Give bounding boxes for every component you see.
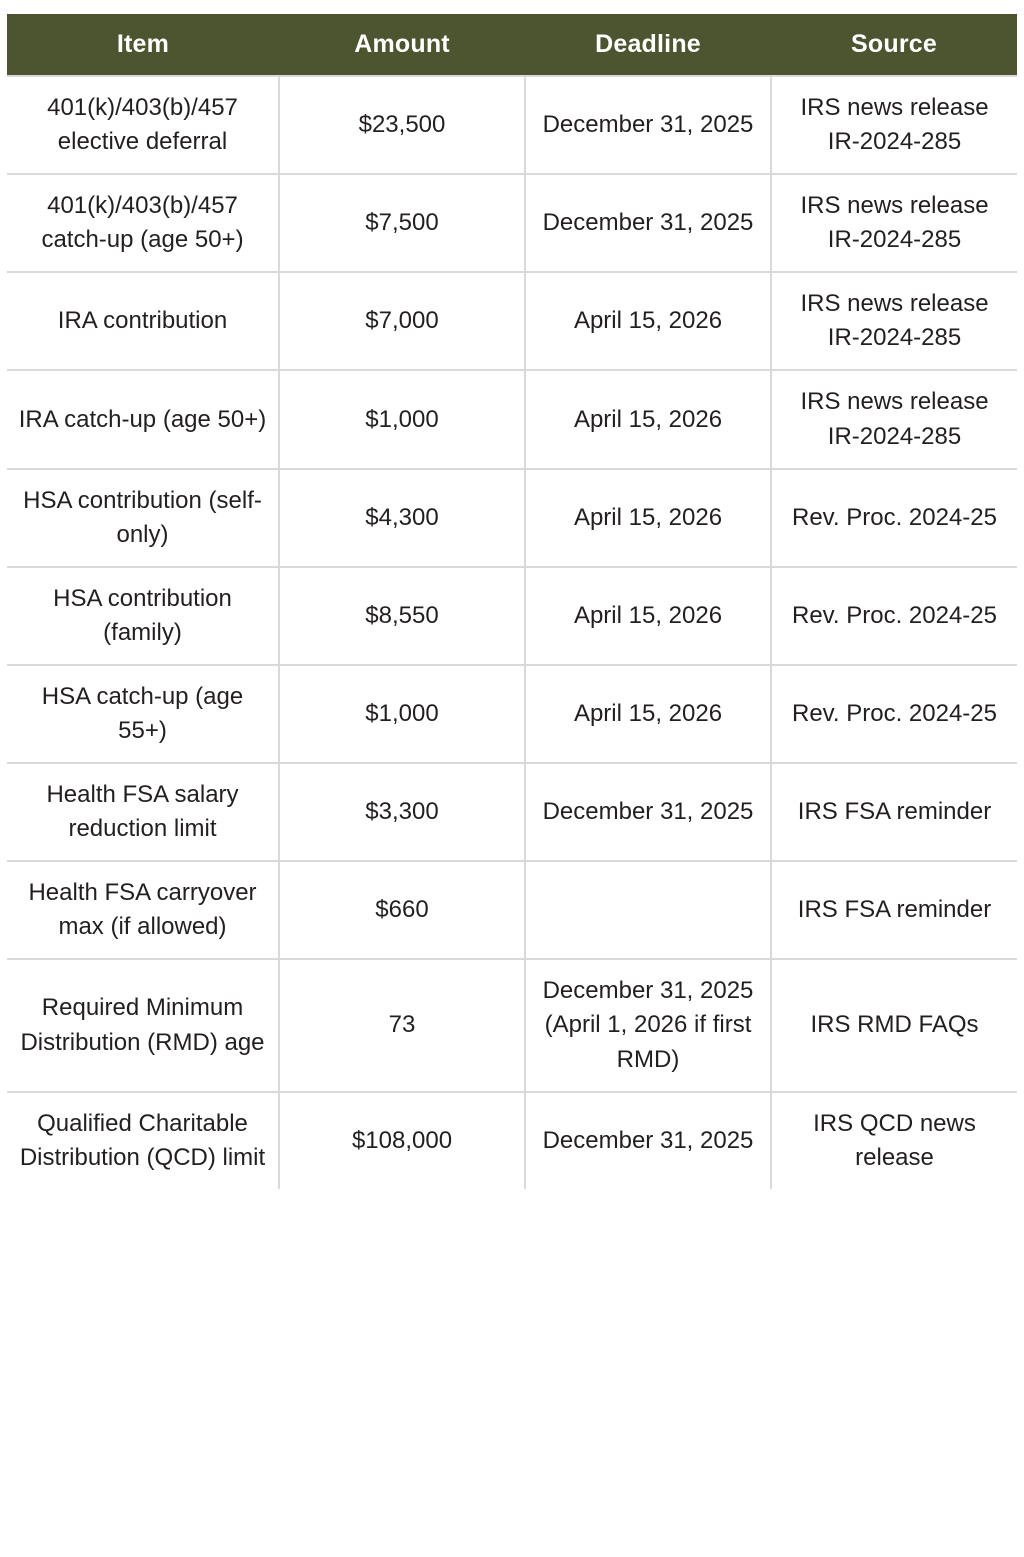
table-body — [7, 76, 1017, 1189]
cell-item: IRA catch-up (age 50+) — [7, 370, 279, 468]
table-row — [7, 861, 1017, 959]
cell-item: HSA contribution (self-only) — [7, 469, 279, 567]
cell-item: Qualified Charitable Distribution (QCD) limit — [7, 1092, 279, 1189]
cell-source: IRS news release IR-2024-285 — [771, 272, 1017, 370]
cell-deadline: December 31, 2025 (April 1, 2026 if first RMD) — [525, 959, 771, 1091]
cell-amount: $4,300 — [279, 469, 525, 567]
cell-deadline: April 15, 2026 — [525, 567, 771, 665]
table-row — [7, 567, 1017, 665]
cell-deadline: April 15, 2026 — [525, 469, 771, 567]
cell-item: 401(k)/403(b)/457 catch-up (age 50+) — [7, 174, 279, 272]
table-row — [7, 1092, 1017, 1189]
cell-item: HSA catch-up (age 55+) — [7, 665, 279, 763]
table-row — [7, 665, 1017, 763]
cell-amount: $7,500 — [279, 174, 525, 272]
table-row — [7, 370, 1017, 468]
table-header — [7, 14, 1017, 76]
cell-item: IRA contribution — [7, 272, 279, 370]
cell-source: IRS QCD news release — [771, 1092, 1017, 1189]
cell-item: 401(k)/403(b)/457 elective deferral — [7, 76, 279, 174]
cell-amount: $7,000 — [279, 272, 525, 370]
column-header-source: Source — [771, 14, 1017, 76]
cell-item: Required Minimum Distribution (RMD) age — [7, 959, 279, 1091]
cell-item: Health FSA carryover max (if allowed) — [7, 861, 279, 959]
cell-amount: 73 — [279, 959, 525, 1091]
cell-amount: $1,000 — [279, 370, 525, 468]
cell-source: IRS news release IR-2024-285 — [771, 174, 1017, 272]
cell-amount: $1,000 — [279, 665, 525, 763]
table-row — [7, 469, 1017, 567]
cell-deadline: December 31, 2025 — [525, 174, 771, 272]
table-container — [7, 0, 1017, 1189]
table-row — [7, 272, 1017, 370]
cell-item: Health FSA salary reduction limit — [7, 763, 279, 861]
column-header-amount: Amount — [279, 14, 525, 76]
column-header-item: Item — [7, 14, 279, 76]
cell-amount: $108,000 — [279, 1092, 525, 1189]
cell-source: Rev. Proc. 2024-25 — [771, 665, 1017, 763]
table-row — [7, 959, 1017, 1091]
cell-amount: $23,500 — [279, 76, 525, 174]
column-header-deadline: Deadline — [525, 14, 771, 76]
table-header-row — [7, 14, 1017, 76]
cell-deadline: April 15, 2026 — [525, 272, 771, 370]
cell-deadline: December 31, 2025 — [525, 76, 771, 174]
cell-source: IRS RMD FAQs — [771, 959, 1017, 1091]
table-row — [7, 76, 1017, 174]
cell-deadline: December 31, 2025 — [525, 1092, 771, 1189]
cell-source: IRS news release IR-2024-285 — [771, 76, 1017, 174]
cell-amount: $660 — [279, 861, 525, 959]
table-row — [7, 174, 1017, 272]
cell-source: IRS FSA reminder — [771, 861, 1017, 959]
cell-amount: $3,300 — [279, 763, 525, 861]
cell-source: Rev. Proc. 2024-25 — [771, 469, 1017, 567]
cell-deadline: April 15, 2026 — [525, 370, 771, 468]
contribution-limits-table — [7, 14, 1017, 1189]
cell-source: IRS FSA reminder — [771, 763, 1017, 861]
table-row — [7, 763, 1017, 861]
cell-source: IRS news release IR-2024-285 — [771, 370, 1017, 468]
cell-deadline: December 31, 2025 — [525, 763, 771, 861]
cell-source: Rev. Proc. 2024-25 — [771, 567, 1017, 665]
cell-amount: $8,550 — [279, 567, 525, 665]
cell-deadline: April 15, 2026 — [525, 665, 771, 763]
cell-deadline — [525, 861, 771, 959]
cell-item: HSA contribution (family) — [7, 567, 279, 665]
